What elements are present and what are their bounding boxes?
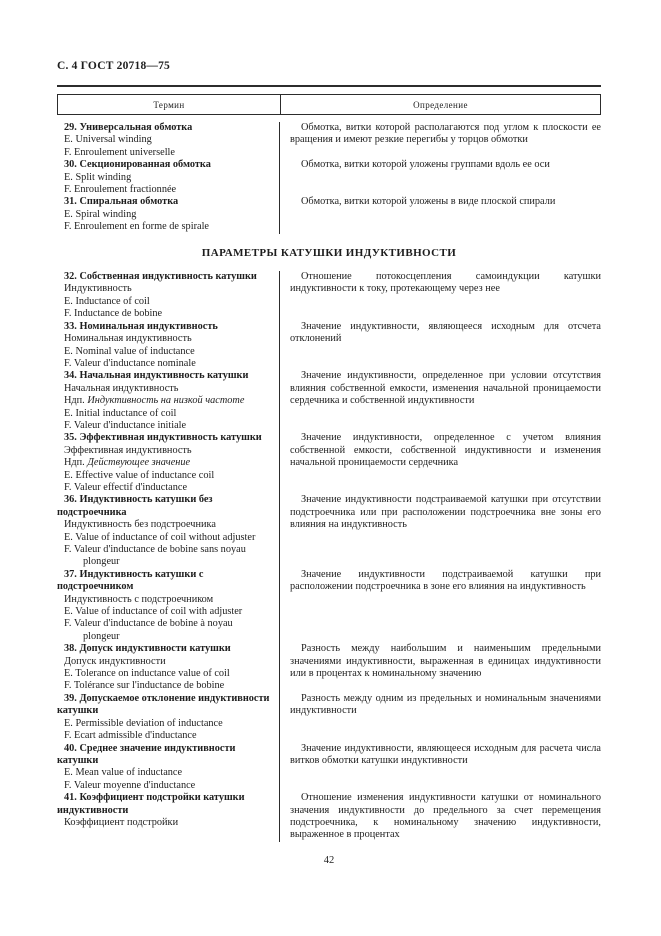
definition-text: Отношение потокосцепления самоиндукции катушки индуктивности к току, протекающему через нее	[290, 271, 601, 295]
table-row	[57, 196, 601, 233]
definition-text: Значение индуктивности подстраиваемой катушки при отсутствии подстроечника или при расположении подстроечника вне зоны его влияния на индуктивность	[290, 494, 601, 531]
term-line: F. Ecart admissible d'inductance	[64, 730, 197, 742]
table-header-row	[57, 94, 601, 115]
term-line: Номинальная индуктивность	[64, 333, 192, 345]
definition-text: Разность между наибольшим и наименьшим предельными значениями индуктивности, выраженная в единицах индуктивности или в процентах к номинальному значению	[290, 643, 601, 680]
definition-cell	[280, 569, 601, 643]
ndp-label: Ндп.	[64, 457, 88, 469]
term-cell	[57, 432, 280, 494]
term-line: E. Universal winding	[64, 134, 152, 146]
term-cell	[57, 494, 280, 568]
definition-text: Обмотка, витки которой располагаются под углом к плоскости ее вращения и имеют резкие перегибы у торцов обмотки	[290, 122, 601, 146]
term-cell	[57, 643, 280, 693]
term-line: F. Enroulement fractionnée	[64, 184, 177, 196]
term-line	[57, 395, 271, 407]
table-row	[57, 432, 601, 494]
ndp-label: Ндп.	[64, 395, 88, 407]
term-line: 32. Собственная индуктивность катушки	[64, 271, 257, 283]
definition-cell	[280, 494, 601, 568]
term-line: 41. Коэффициент подстройки катушки индуктивности	[57, 792, 245, 816]
table-row	[57, 370, 601, 432]
definition-cell	[280, 271, 601, 321]
term-cell	[57, 159, 280, 196]
term-line: E. Initial inductance of coil	[64, 407, 177, 419]
table-row	[57, 271, 601, 321]
table-row	[57, 569, 601, 643]
term-line: E. Nominal value of inductance	[64, 345, 195, 357]
term-cell	[57, 321, 280, 371]
table-row	[57, 693, 601, 743]
table-row	[57, 321, 601, 371]
definition-text: Значение индуктивности, определенное при условии отсутствия влияния собственной емкости, изменения начальной проницаемости сердечника и собственной индуктивности	[290, 370, 601, 407]
definition-cell	[280, 321, 601, 371]
definition-text: Обмотка, витки которой уложены в виде плоской спирали	[301, 196, 556, 208]
term-line: F. Valeur d'inductance de bobine à noyau plongeur	[64, 618, 233, 642]
term-line: F. Valeur d'inductance nominale	[64, 357, 196, 369]
term-line: E. Tolerance on inductance value of coil	[64, 668, 230, 680]
ndp-term: Действующее значение	[87, 457, 191, 469]
term-cell	[57, 196, 280, 233]
definition-text: Значение индуктивности, являющееся исходным для расчета числа витков обмотки катушки индуктивности	[290, 742, 601, 766]
term-line: 31. Спиральная обмотка	[64, 196, 179, 208]
column-header-definition: Определение	[413, 100, 468, 110]
term-line: Эффективная индуктивность	[64, 444, 192, 456]
term-line: 30. Секционированная обмотка	[64, 159, 211, 171]
term-line: Начальная индуктивность	[64, 382, 179, 394]
term-line: E. Value of inductance of coil with adjuster	[64, 606, 243, 618]
term-line: 35. Эффективная индуктивность катушки	[64, 432, 262, 444]
term-line: F. Valeur d'inductance de bobine sans noyau plongeur	[64, 544, 246, 568]
term-line: Допуск индуктивности	[64, 655, 166, 667]
term-line: 36. Индуктивность катушки без подстроечника	[57, 494, 213, 518]
definition-cell	[280, 122, 601, 159]
term-line: Индуктивность без подстроечника	[64, 519, 216, 531]
definition-cell	[280, 196, 601, 233]
term-line: 33. Номинальная индуктивность	[64, 320, 218, 332]
definition-text: Обмотка, витки которой уложены группами вдоль ее оси	[301, 159, 550, 171]
table-row	[57, 792, 601, 842]
definition-cell	[280, 643, 601, 693]
term-line: Индуктивность	[64, 283, 132, 295]
term-line: E. Effective value of inductance coil	[64, 469, 215, 481]
term-line: 39. Допускаемое отклонение индуктивности катушки	[57, 692, 270, 717]
definition-cell	[280, 743, 601, 793]
term-cell	[57, 569, 280, 643]
term-cell	[57, 792, 280, 842]
term-line: 29. Универсальная обмотка	[64, 122, 193, 133]
definition-cell	[280, 432, 601, 494]
header-rule	[57, 85, 601, 87]
definition-text: Разность между одним из предельных и номинальным значениями индуктивности	[290, 692, 601, 717]
terms-table	[57, 94, 601, 842]
page-number: 42	[323, 854, 335, 866]
table-row	[57, 743, 601, 793]
term-line: E. Mean value of inductance	[64, 767, 183, 779]
term-line: E. Split winding	[64, 171, 132, 183]
definition-text: Значение индуктивности, определенное с учетом влияния собственной емкости, собственной индуктивности и изменения начальной проницаемости сердечника	[290, 432, 601, 469]
term-line: 37. Индуктивность катушки с подстроечником	[57, 568, 204, 593]
term-line: 38. Допуск индуктивности катушки	[64, 643, 231, 655]
definition-cell	[280, 370, 601, 432]
term-line	[57, 457, 271, 469]
section-heading: ПАРАМЕТРЫ КАТУШКИ ИНДУКТИВНОСТИ	[201, 246, 457, 259]
term-line: F. Tolérance sur l'inductance de bobine	[64, 680, 225, 692]
term-cell	[57, 743, 280, 793]
term-line: F. Enroulement en forme de spirale	[64, 221, 210, 233]
table-row	[57, 494, 601, 568]
table-row	[57, 159, 601, 196]
term-line: 40. Среднее значение индуктивности катушки	[57, 742, 236, 766]
term-line: E. Inductance of coil	[64, 295, 150, 307]
term-line: E. Spiral winding	[64, 208, 137, 220]
table-row	[57, 643, 601, 693]
term-cell	[57, 693, 280, 743]
term-line: Индуктивность с подстроечником	[64, 593, 214, 605]
definition-cell	[280, 159, 601, 196]
definition-text: Значение индуктивности подстраиваемой катушки при расположении подстроечника в зоне его влияния на индуктивность	[290, 568, 601, 593]
table-body	[57, 115, 601, 842]
page-header: С. 4 ГОСТ 20718—75	[57, 60, 170, 72]
term-cell	[57, 370, 280, 432]
term-line: F. Inductance de bobine	[64, 308, 163, 320]
term-line: Коэффициент подстройки	[64, 816, 179, 828]
term-cell	[57, 122, 280, 159]
term-line: E. Permissible deviation of inductance	[64, 717, 223, 729]
definition-cell	[280, 792, 601, 842]
column-header-term: Термин	[58, 95, 281, 114]
definition-text: Значение индуктивности, являющееся исходным для отсчета отклонений	[290, 320, 601, 345]
term-line: F. Valeur moyenne d'inductance	[64, 779, 196, 791]
definition-text: Отношение изменения индуктивности катушки от номинального значения индуктивности до предельного за счет перемещения подстроечника, к номинальному значению индуктивности, выраженное в процентах	[290, 792, 601, 841]
term-cell	[57, 271, 280, 321]
term-line: 34. Начальная индуктивность катушки	[64, 370, 249, 382]
table-row	[57, 122, 601, 159]
ndp-term: Индуктивность на низкой частоте	[87, 395, 245, 407]
term-line: F. Enroulement universelle	[64, 146, 175, 158]
definition-cell	[280, 693, 601, 743]
term-line: E. Value of inductance of coil without adjuster	[64, 531, 256, 543]
term-line: F. Valeur effectif d'inductance	[64, 481, 188, 493]
term-line: F. Valeur d'inductance initiale	[64, 419, 187, 431]
